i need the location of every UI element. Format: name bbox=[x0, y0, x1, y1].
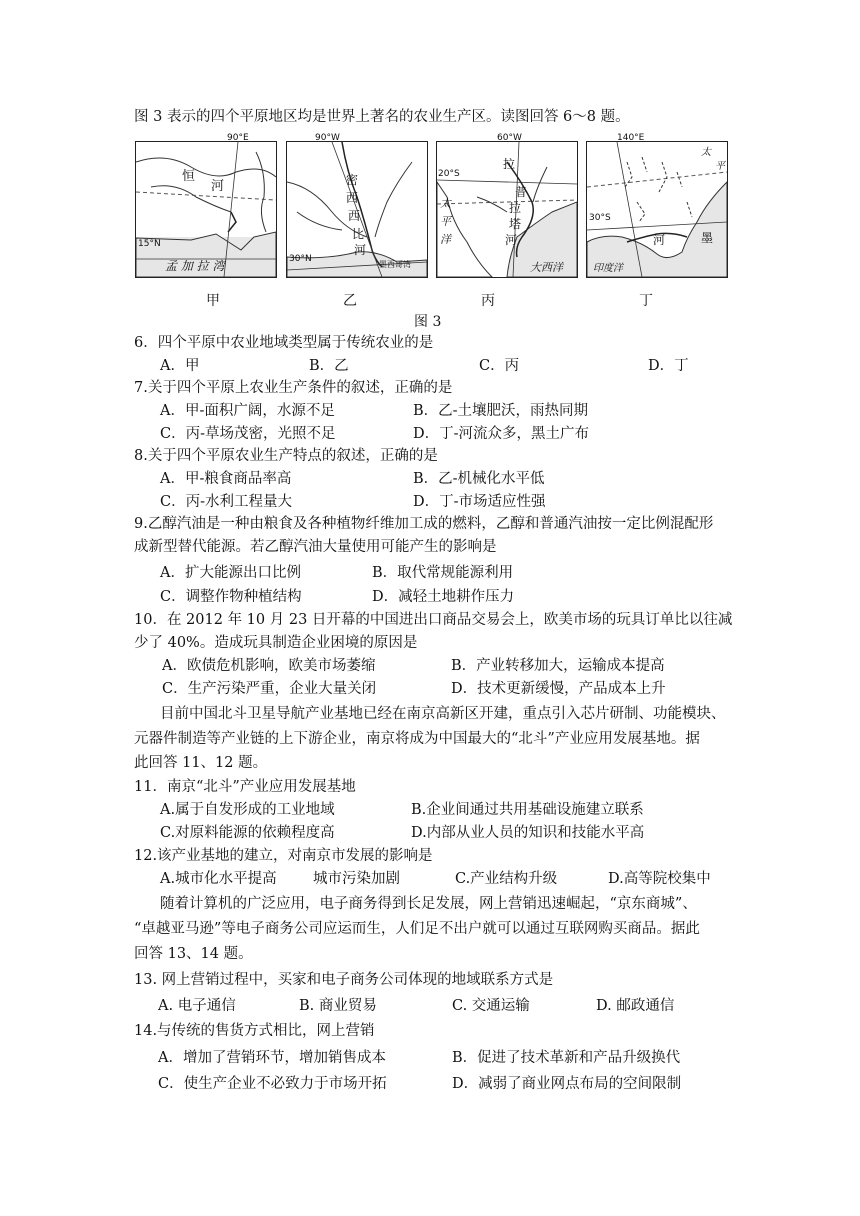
question-12-option-a: A.城市化水平提高 bbox=[160, 871, 277, 887]
map-yi-text: 密 bbox=[346, 173, 359, 187]
intro-text: 图 3 表示的四个平原地区均是世界上著名的农业生产区。读图回答 6～8 题。 bbox=[134, 109, 630, 125]
question-12-option-d: D.高等院校集中 bbox=[608, 871, 711, 887]
map-ding-text: 平 bbox=[715, 161, 725, 172]
map-bing-text: 平 bbox=[440, 215, 451, 228]
map-ding-text: 河 bbox=[653, 233, 666, 247]
question-11-option-c: C.对原料能源的依赖程度高 bbox=[160, 825, 335, 841]
passage-2-line-3: 回答 13、14 题。 bbox=[134, 946, 253, 962]
question-13-option-c: C. 交通运输 bbox=[452, 998, 530, 1014]
question-9-option-b: B．取代常规能源利用 bbox=[372, 565, 514, 581]
question-13-option-b: B. 商业贸易 bbox=[299, 998, 377, 1014]
question-6-option-b: B．乙 bbox=[309, 358, 349, 374]
map-bing-text: 太 bbox=[440, 197, 451, 210]
question-13-option-d: D. 邮政通信 bbox=[596, 998, 675, 1014]
question-8-option-a: A．甲-粮食商品率高 bbox=[160, 471, 292, 487]
map-yi-lat: 30°N bbox=[289, 254, 312, 264]
question-6-option-d: D．丁 bbox=[648, 358, 689, 374]
question-14-stem: 14.与传统的售货方式相比，网上营销 bbox=[134, 1023, 375, 1039]
question-14-option-b: B．促进了技术革新和产品升级换代 bbox=[452, 1050, 681, 1066]
question-10-option-b: B．产业转移加大，运输成本提高 bbox=[451, 658, 665, 674]
question-10-option-d: D．技术更新缓慢，产品成本上升 bbox=[451, 681, 666, 697]
figure-caption: 图 3 bbox=[414, 314, 442, 330]
question-11-option-a: A.属于自发形成的工业地域 bbox=[160, 802, 335, 818]
question-13-stem: 13. 网上营销过程中，买家和电子商务公司体现的地域联系方式是 bbox=[134, 972, 554, 988]
question-14-option-d: D．减弱了商业网点布局的空间限制 bbox=[452, 1076, 682, 1092]
passage-2-line-2: “卓越亚马逊”等电子商务公司应运而生，人们足不出户就可以通过互联网购买商品。据此 bbox=[134, 921, 700, 937]
passage-1-line-2: 元器件制造等产业链的上下游企业，南京将成为中国最大的“北斗”产业应用发展基地。据 bbox=[134, 731, 700, 747]
question-14-option-a: A．增加了营销环节，增加销售成本 bbox=[158, 1050, 386, 1066]
map-ding-sea: 印度洋 bbox=[593, 263, 623, 274]
map-bing-lat: 20°S bbox=[438, 169, 460, 179]
figure-3-maps bbox=[135, 133, 735, 278]
map-bing-text: 拉 bbox=[503, 157, 516, 171]
map-yi-sea: 墨西哥湾 bbox=[379, 260, 411, 269]
question-13-option-a: A. 电子通信 bbox=[158, 998, 236, 1014]
map-jia-text: 恒 bbox=[182, 169, 196, 184]
question-7-option-c: C．丙-草场茂密，光照不足 bbox=[160, 426, 336, 442]
map-label-jia: 甲 bbox=[206, 293, 220, 309]
map-bing-text: 塔 bbox=[509, 217, 522, 231]
question-10-option-c: C．生产污染严重，企业大量关闭 bbox=[162, 681, 377, 697]
passage-1-line-3: 此回答 11、12 题。 bbox=[134, 755, 268, 771]
question-12-option-c: C.产业结构升级 bbox=[455, 871, 558, 887]
question-10-option-a: A．欧债危机影响，欧美市场萎缩 bbox=[162, 658, 376, 674]
map-bing-text: 拉 bbox=[509, 201, 522, 215]
question-7-option-a: A．甲-面积广阔，水源不足 bbox=[160, 403, 335, 419]
map-yi-text: 河 bbox=[354, 243, 367, 257]
question-9-option-c: C．调整作物种植结构 bbox=[160, 589, 302, 605]
question-9-option-a: A．扩大能源出口比例 bbox=[160, 565, 301, 581]
question-9-stem-1: 9.乙醇汽油是一种由粮食及各种植物纤维加工成的燃料，乙醇和普通汽油按一定比例混配形 bbox=[134, 516, 714, 532]
question-6-stem: 6．四个平原中农业地域类型属于传统农业的是 bbox=[134, 335, 434, 351]
map-jia-sea: 孟 加 拉 湾 bbox=[165, 259, 225, 273]
question-7-option-d: D．丁-河流众多，黑土广布 bbox=[413, 426, 590, 442]
question-14-option-c: C．使生产企业不必致力于市场开拓 bbox=[158, 1076, 387, 1092]
question-9-option-d: D．减轻土地耕作压力 bbox=[372, 589, 515, 605]
map-bing-text: 河 bbox=[505, 233, 518, 247]
question-10-stem-1: 10．在 2012 年 10 月 23 日开幕的中国进出口商品交易会上，欧美市场的玩具订单比以往减 bbox=[134, 612, 733, 628]
map-label-bing: 丙 bbox=[481, 293, 495, 309]
question-7-stem: 7.关于四个平原上农业生产条件的叙述，正确的是 bbox=[134, 380, 453, 396]
question-9-stem-2: 成新型替代能源。若乙醇汽油大量使用可能产生的影响是 bbox=[134, 539, 497, 555]
question-11-stem: 11．南京“北斗”产业应用发展基地 bbox=[134, 779, 356, 795]
question-12-option-b: 城市污染加剧 bbox=[313, 871, 400, 887]
question-8-option-c: C．丙-水利工程量大 bbox=[160, 494, 292, 510]
question-7-option-b: B．乙-土壤肥沃，雨热同期 bbox=[413, 403, 589, 419]
passage-2-line-1: 随着计算机的广泛应用，电子商务得到长足发展，网上营销迅速崛起，“京东商城”、 bbox=[160, 896, 697, 912]
question-11-option-d: D.内部从业人员的知识和技能水平高 bbox=[411, 825, 645, 841]
map-label-yi: 乙 bbox=[343, 293, 357, 309]
question-6-option-a: A．甲 bbox=[160, 358, 200, 374]
question-11-option-b: B.企业间通过共用基础设施建立联系 bbox=[411, 802, 644, 818]
passage-1-line-1: 目前中国北斗卫星导航产业基地已经在南京高新区开建，重点引入芯片研制、功能模块、 bbox=[160, 706, 726, 722]
question-10-stem-2: 少了 40%。造成玩具制造企业困境的原因是 bbox=[134, 635, 418, 651]
map-bing-text: 洋 bbox=[440, 233, 451, 246]
map-ding-text: 太 bbox=[701, 147, 711, 158]
question-8-option-b: B．乙-机械化水平低 bbox=[413, 471, 545, 487]
map-yi-text: 西 bbox=[346, 191, 359, 205]
question-8-option-d: D．丁-市场适应性强 bbox=[413, 494, 546, 510]
map-bing-sea: 大西洋 bbox=[530, 261, 563, 274]
map-ding-lat: 30°S bbox=[589, 213, 611, 223]
map-yi-text: 比 bbox=[352, 227, 365, 241]
map-yi-text: 西 bbox=[348, 209, 361, 223]
map-label-ding: 丁 bbox=[639, 293, 653, 309]
question-12-stem: 12.该产业基地的建立，对南京市发展的影响是 bbox=[134, 848, 433, 864]
map-bing-text: 普 bbox=[515, 185, 528, 199]
question-6-option-c: C．丙 bbox=[479, 358, 520, 374]
map-bing-lon: 60°W bbox=[497, 133, 522, 143]
map-jia-lon: 90°E bbox=[227, 133, 249, 143]
question-8-stem: 8.关于四个平原农业生产特点的叙述，正确的是 bbox=[134, 448, 438, 464]
map-yi-lon: 90°W bbox=[315, 133, 340, 143]
map-ding-lon: 140°E bbox=[617, 133, 645, 143]
map-jia-lat: 15°N bbox=[138, 239, 161, 249]
map-ding-text: 墨 bbox=[701, 231, 714, 245]
map-ding bbox=[586, 141, 728, 278]
map-jia-text: 河 bbox=[211, 179, 225, 194]
